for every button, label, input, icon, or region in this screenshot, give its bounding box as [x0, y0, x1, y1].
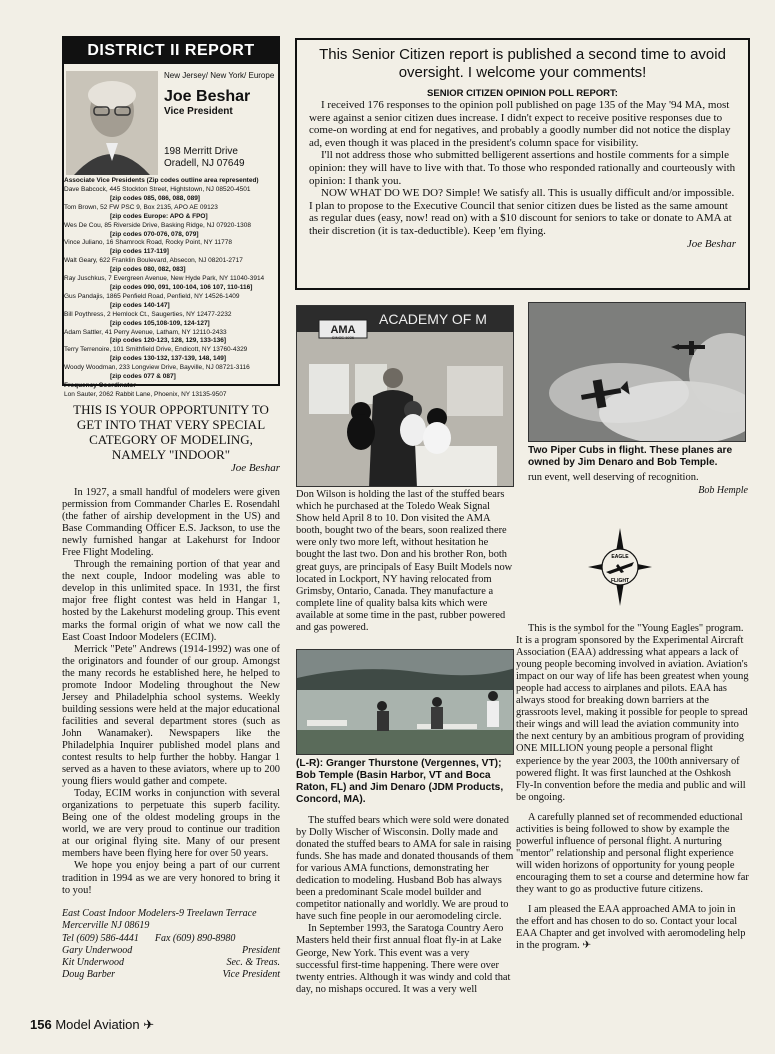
- ecim-tel: Tel (609) 586-4441: [62, 932, 139, 944]
- don-wilson-caption-text: Don Wilson is holding the last of the stuffed bears which he purchased at the Toledo Weak Signal Show held April 8 to 10. Don visited the AMA booth, bought two of the bears, soon realized there were only two more left, without hesitation he bought the last two. Don and his brother Ron, both great guys, are principals of Easy Built Models now located in Lockport, NY having relocated from Grimsby, Ontario, Canada. They manufacture a complete line of quality balsa kits which were available at some time in the past, rubber powered and gas powered.: [296, 489, 513, 634]
- run-event-text: run event, well deserving of recognition.: [528, 472, 699, 483]
- assoc-zip-line: [zip codes 085, 086, 088, 089]: [110, 194, 200, 202]
- associate-vp-heading: Associate Vice Presidents (Zip codes outline area represented): [64, 177, 259, 184]
- bob-hemple-signature: Bob Hemple: [698, 485, 748, 496]
- ecim-officer-row: [62, 945, 280, 957]
- booth-logo-subtext: SINCE 1936: [331, 335, 355, 340]
- assoc-line: Vince Juliano, 16 Shamrock Road, Rocky Point, NY 11778: [64, 239, 233, 247]
- vice-president-portrait: [66, 71, 158, 175]
- indoor-paragraph: In 1927, a small handful of modelers were given permission from Commander Charles E. Rosendahl (the father of airship development in the US) and Base Commanding Officer E.S. Jackson, to use the newly furnished hangar at Lakehurst for Indoor Free Flight Modeling.: [62, 487, 280, 559]
- assoc-line: Gus Pandajis, 1865 Penfield Road, Penfield, NY 14526-1409: [64, 292, 240, 300]
- page-footer: [30, 1017, 154, 1033]
- ecim-contact-block: [62, 908, 280, 982]
- piper-cubs-photo: [528, 302, 746, 442]
- ecim-address-line1: East Coast Indoor Modelers-9 Treelawn Terrace: [62, 908, 257, 919]
- ecim-officer-row: [62, 957, 280, 969]
- senior-citizen-report-box: [295, 38, 750, 290]
- assoc-line: Wes De Cou, 85 Riverside Drive, Basking Ridge, NJ 07920-1308: [64, 221, 252, 229]
- vice-president-title: Vice President: [164, 106, 233, 117]
- officer-name: Doug Barber: [62, 969, 116, 981]
- portrait-image: [66, 71, 158, 175]
- assoc-line: Ray Juschkus, 7 Evergreen Avenue, New Hyde Park, NY 11040-3914: [64, 275, 265, 283]
- associate-vp-list: [64, 186, 280, 400]
- indoor-paragraph: Merrick "Pete" Andrews (1914-1992) was one of the originators and founder of our group. Amongst the many records he established here, he helped to promote Indoor Modeling throughout the New Jersey and Philadelphia school systems. Weekly building sessions were held at the major educational facilities and several department stores (such as John Wanamaker). Newspapers like the Philadelphia Inquirer published model plans and contest results to help further the hobby. Hangar 1 served as a haven to these aviators, where up to 200 young fliers would gather and compete.: [62, 643, 280, 788]
- assoc-zip-line: [zip codes 120-123, 128, 129, 133-136]: [110, 337, 226, 345]
- assoc-zip-line: [zip codes 130-132, 137-139, 148, 149]: [110, 355, 226, 363]
- district-region: New Jersey/ New York/ Europe: [164, 71, 275, 80]
- magazine-name: Model Aviation: [55, 1017, 140, 1032]
- booth-sign-text: ACADEMY OF M: [379, 311, 487, 327]
- assoc-line: Lon Sauter, 2062 Rabbit Lane, Phoenix, NY 13135-9507: [64, 390, 227, 398]
- ecim-phone-row: [62, 933, 280, 945]
- indoor-paragraph: Today, ECIM works in conjunction with several organizations to perpetuate this superb facility. Being one of the oldest modeling groups in the world, we are very proud to continue our tradition at our original flying site. Many of our present members have been flying here for over 50 years.: [62, 788, 280, 860]
- senior-poll-subhead: SENIOR CITIZEN OPINION POLL REPORT:: [427, 88, 618, 99]
- officer-role: President: [242, 944, 280, 956]
- lake-photo-caption: (L-R): Granger Thurstone (Vergennes, VT); Bob Temple (Basin Harbor, VT and Boca Raton, FL) and Jim Denaro (JDM Products, Concord, MA).: [296, 758, 504, 805]
- eagles-logo-top-text: EAGLE: [611, 554, 629, 560]
- ecim-address-line2: Mercerville NJ 08619: [62, 920, 150, 932]
- vp-address-line2: Oradell, NJ 07649: [164, 158, 245, 169]
- indoor-article-body: [62, 487, 280, 897]
- assoc-line: Bill Poythress, 2 Hemlock Ct., Saugerties, NY 12477-2232: [64, 310, 232, 318]
- stuffed-bears-paragraph: The stuffed bears which were sold were donated by Dolly Wischer of Wisconsin. Dolly made and donated the stuffed bears to AMA for sale in raising funds. She has made and donated thousands of them for various AMA functions, demonstrating her dedication to modeling. Husband Bob has always been a predominant Scale model builder and competitor nationally and worldly. We are proud to have such fine people in our aeromodeling circle.: [296, 815, 514, 923]
- assoc-zip-line: [zip codes 080, 082, 083]: [110, 266, 186, 274]
- assoc-zip-line: [zip codes 090, 091, 100-104, 106 107, 110-116]: [110, 283, 253, 291]
- assoc-line: Adam Sattler, 41 Perry Avenue, Latham, NY 12110-2433: [64, 328, 227, 336]
- officer-role: Vice President: [222, 969, 280, 981]
- senior-report-headline: This Senior Citizen report is published a second time to avoid oversight. I welcome your comments!: [319, 46, 726, 81]
- young-eagles-paragraph: I am pleased the EAA approached AMA to join in the effort and has chosen to do so. Contact your local EAA Chapter and get involved with aeromodeling help in the program. ✈: [516, 904, 746, 952]
- vice-president-name: Joe Beshar: [164, 88, 251, 105]
- frequency-coordinator-label: Frequency Coordinator: [64, 381, 136, 389]
- assoc-zip-line: [zip codes 105,108-109, 124-127]: [110, 319, 210, 327]
- assoc-line: Walt Geary, 622 Franklin Boulevard, Absecon, NJ 08201-2717: [64, 257, 243, 265]
- senior-paragraph: I'll not address those who submitted belligerent assertions and hostile comments for a simple opinion: they will have to live with that. To those who responded rationally and courteously with opinion: I thank you.: [309, 149, 736, 187]
- young-eagles-logo: [588, 528, 652, 606]
- ecim-fax: Fax (609) 890-8980: [154, 932, 236, 944]
- district-report-header: DISTRICT II REPORT: [64, 38, 278, 64]
- vp-address-line1: 198 Merritt Drive: [164, 146, 238, 157]
- page-number: 156: [30, 1017, 52, 1032]
- assoc-zip-line: [zip codes 117-119]: [110, 248, 169, 256]
- assoc-line: Tom Brown, 52 FW PSC 9, Box 2135, APO AE 09123: [64, 203, 218, 211]
- eagles-logo-bottom-text: FLIGHT: [610, 578, 630, 584]
- lake-george-photo: [296, 649, 514, 755]
- assoc-zip-line: [zip codes 070-076, 078, 079]: [110, 230, 199, 238]
- booth-logo-text: AMA: [330, 324, 356, 336]
- officer-role: Sec. & Treas.: [226, 957, 280, 969]
- officer-name: Kit Underwood: [62, 957, 124, 969]
- ama-booth-photo: [296, 305, 514, 487]
- stuffed-bears-article: [296, 815, 514, 996]
- assoc-line: Terry Terrenoire, 101 Smithfield Drive, Endicott, NY 13760-4329: [64, 346, 248, 354]
- senior-paragraph: NOW WHAT DO WE DO? Simple! We satisfy all. This is usually difficult and/or impossible. I plan to propose to the Executive Council that senior citizen dues be listed as the same amount as regular dues (easy, now! read on) with a $10 discount for seniors to take or donate to AMA at their discretion (it is tax-deductible). Keep 'em flying.: [309, 187, 735, 237]
- booth-photo-image: [297, 306, 514, 487]
- district-report-box: [62, 36, 280, 398]
- cubs-photo-image: [529, 303, 746, 442]
- assoc-zip-line: [zip codes 077 & 087]: [110, 373, 176, 381]
- compass-star-icon: [588, 528, 652, 606]
- indoor-paragraph: Through the remaining portion of that year and the next couple, Indoor modeling was able to develop in this unlimited space. In 1931, the first major free flight contest was held in Hangar 1, hosted by the Lakehurst modeling group. This event marks the formal origin of what we now call the East Coast Indoor Modelers (ECIM).: [62, 559, 280, 643]
- young-eagles-paragraph: A carefully planned set of recommended eductional activities is being followed to show by example the powerful influence of personal flight. A nurturing "mentor" relationship and personal flight experience will widen horizons of opportunity for young people encouraging them to set a course and determine how far they want to go as productive future citizens.: [516, 811, 749, 895]
- stuffed-bears-paragraph: In September 1993, the Saratoga Country Aero Masters held their first annual float fly-in at Lake George, New York. This event was a very successful first-time happening. There were over twenty entries. Although it was windy and cold that day, no mishaps occured. It was a very well: [296, 923, 511, 995]
- assoc-zip-line: [zip codes Europe: APO & FPO]: [110, 212, 208, 220]
- piper-cubs-caption: Two Piper Cubs in flight. These planes are owned by Jim Denaro and Bob Temple.: [528, 445, 733, 468]
- assoc-line: Dave Babcock, 445 Stockton Street, Hightstown, NJ 08520-4501: [64, 186, 251, 193]
- indoor-article-byline: Joe Beshar: [230, 462, 280, 474]
- indoor-article-headline: THIS IS YOUR OPPORTUNITY TO GET INTO THAT VERY SPECIAL CATEGORY OF MODELING, NAMELY "INDOOR": [73, 402, 269, 462]
- assoc-zip-line: [zip codes 140-147]: [110, 301, 170, 309]
- assoc-line: Woody Woodman, 233 Longview Drive, Bayville, NJ 08721-3116: [64, 364, 250, 372]
- ecim-officer-row: [62, 969, 280, 981]
- young-eagles-paragraph: This is the symbol for the "Young Eagles" program. It is a program sponsored by the Experimental Aircraft Association (EAA) addressing what appears a lack of young people becoming involved in aviation. Aviation's impact on our way of life has been greatest when young people had access to airplanes and pilots. EAA has always stood for breaking down barriers at the grassroots level, making it possible for people to spread their wings and will lead the aviation community into the next century by an ambitious program of providing ONE MILLION young people a personal flight experience by the year 2003, the 100th anniversary of powered flight. It was first launched at the Oshkosh Fly-In convention before the media and public and will be ongoing.: [516, 623, 749, 803]
- senior-paragraph: I received 176 responses to the opinion poll published on page 135 of the May '94 MA, most were against a senior citizen dues increase. I didn't expect to receive positive responses due to come-on wording at end for negatives, and probably a goodly number did not notice the display ad, even though it was placed in the president's column space for visibility.: [309, 99, 731, 149]
- senior-signature: Joe Beshar: [686, 237, 736, 250]
- lake-photo-image: [297, 650, 514, 755]
- officer-name: Gary Underwood: [62, 944, 133, 956]
- young-eagles-article: [516, 623, 750, 952]
- airplane-icon: ✈: [143, 1017, 155, 1032]
- indoor-paragraph: We hope you enjoy being a part of our current tradition in 1994 as we are very honored to bring it to you!: [62, 860, 280, 896]
